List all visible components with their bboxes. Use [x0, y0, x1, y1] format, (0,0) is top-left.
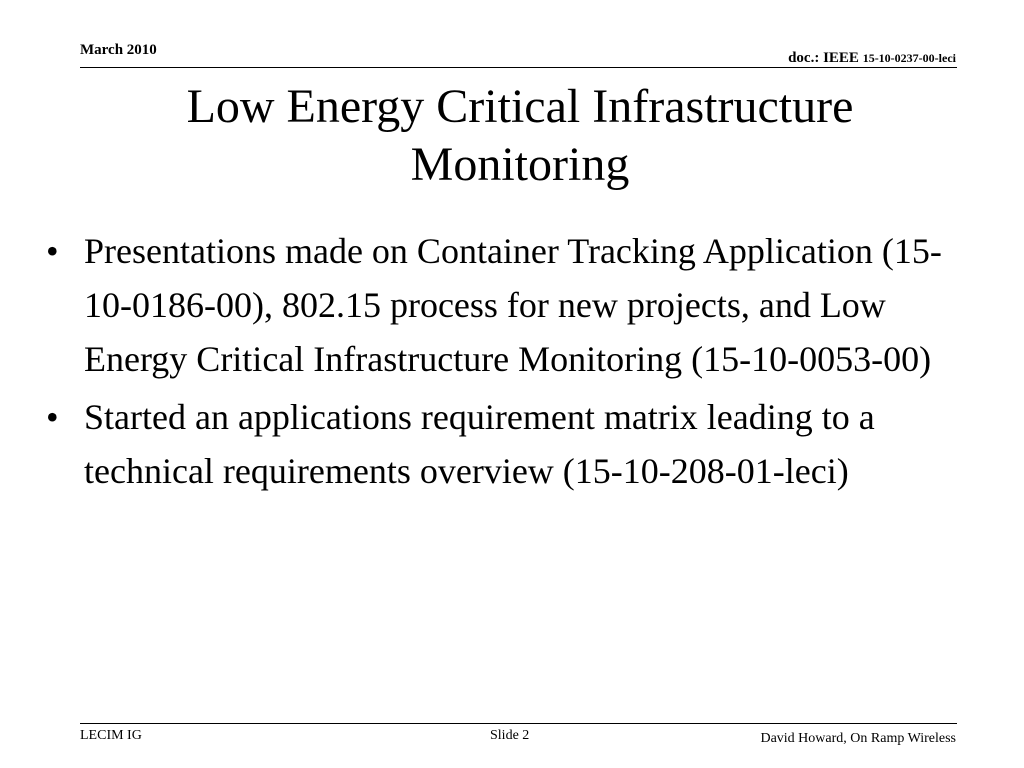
bullet-item	[40, 390, 985, 498]
footer-rule	[80, 723, 957, 724]
header-date: March 2010	[80, 42, 157, 58]
bullet-item	[40, 224, 985, 386]
header-doc-id	[788, 50, 956, 67]
slide-title	[60, 78, 980, 194]
header-doc-number: 15-10-0237-00-leci	[862, 51, 956, 65]
header-doc-prefix: doc.: IEEE	[788, 50, 863, 66]
footer-author: David Howard, On Ramp Wireless	[760, 731, 956, 746]
slide-title-line2: Monitoring	[410, 138, 630, 191]
slide-title-line1: Low Energy Critical Infrastructure	[186, 80, 854, 133]
footer-slide-number: Slide 2	[490, 728, 530, 743]
bullet-text: Started an applications requirement matrix leading to a technical requirements overview (15-10-208-01-leci)	[84, 397, 875, 491]
bullet-text: Presentations made on Container Tracking Application (15-10-0186-00), 802.15 process for new projects, and Low Energy Critical Infrastructure Monitoring (15-10-0053-00)	[84, 231, 942, 379]
bullet-marker: •	[46, 397, 59, 437]
footer-group-name: LECIM IG	[80, 728, 142, 743]
bullet-list	[40, 224, 985, 502]
header-rule	[80, 67, 957, 68]
bullet-marker: •	[46, 231, 59, 271]
